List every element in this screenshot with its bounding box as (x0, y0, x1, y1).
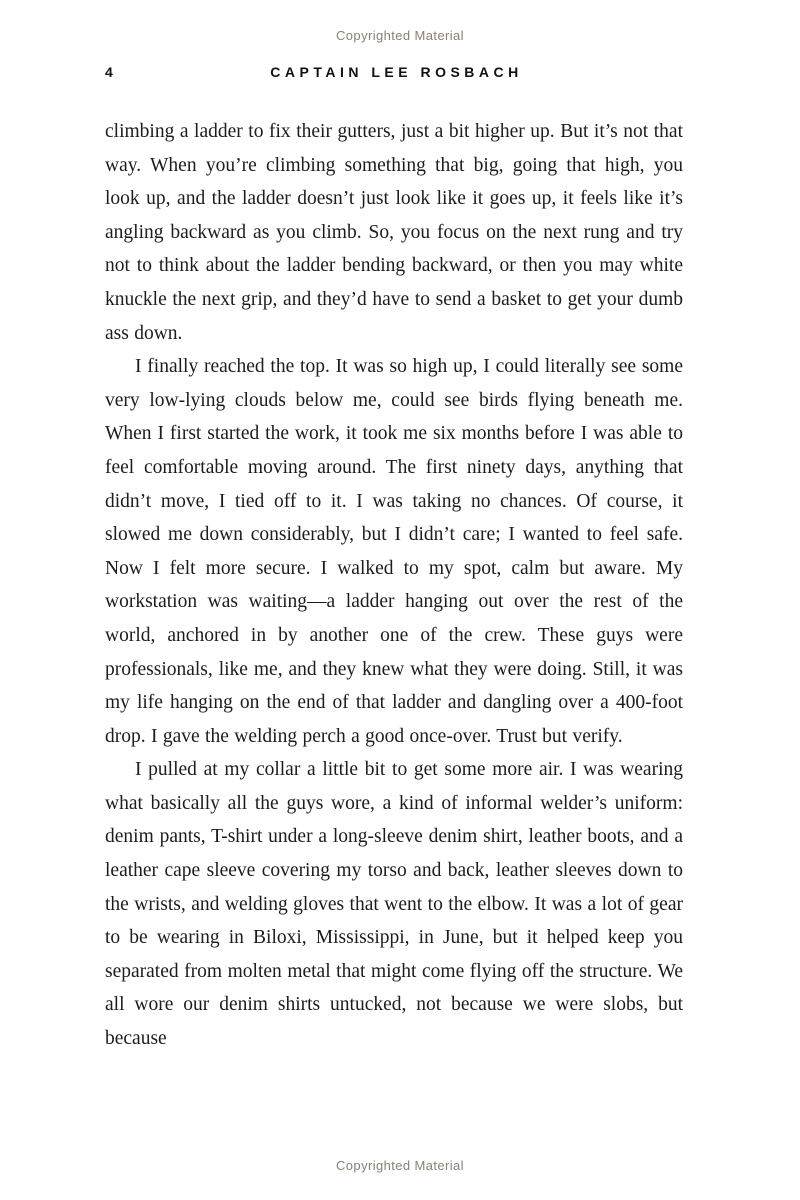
copyright-notice-top: Copyrighted Material (336, 28, 464, 43)
body-text (105, 115, 683, 1056)
paragraph: I pulled at my collar a little bit to get some more air. I was wearing what basically all the guys wore, a kind of informal welder’s uniform: denim pants, T-shirt under a long-sleeve denim shirt, leather boots, and a leather cape sleeve covering my torso and back, leather sleeves down to the wrists, and welding gloves that went to the elbow. It was a lot of gear to be wearing in Biloxi, Mississippi, in June, but it helped keep you separated from molten metal that might come flying off the structure. We all wore our denim shirts untucked, not because we were slobs, but because (105, 759, 683, 1050)
running-head (105, 64, 688, 84)
running-header-title: CAPTAIN LEE ROSBACH (270, 64, 523, 80)
copyright-notice-bottom: Copyrighted Material (336, 1158, 464, 1173)
paragraph: I finally reached the top. It was so high up, I could literally see some very low-lying clouds below me, could see birds flying beneath me. When I first started the work, it took me six months before I was able to feel comfortable moving around. The first ninety days, anything that didn’t move, I tied off to it. I was taking no chances. Of course, it slowed me down considerably, but I didn’t care; I wanted to feel safe. Now I felt more secure. I walked to my spot, calm but aware. My workstation was waiting—a ladder hanging out over the rest of the world, anchored in by another one of the crew. These guys were professionals, like me, and they knew what they were doing. Still, it was my life hanging on the end of that ladder and dangling over a 400-foot drop. I gave the welding perch a good once-over. Trust but verify. (105, 356, 683, 747)
paragraph: climbing a ladder to fix their gutters, just a bit higher up. But it’s not that way. When you’re climbing something that big, going that high, you look up, and the ladder doesn’t just look like it goes up, it feels like it’s angling backward as you climb. So, you focus on the next rung and try not to think about the ladder bending backward, or then you may white knuckle the next grip, and they’d have to send a basket to get your dumb ass down. (105, 121, 683, 344)
page-number: 4 (105, 64, 115, 80)
